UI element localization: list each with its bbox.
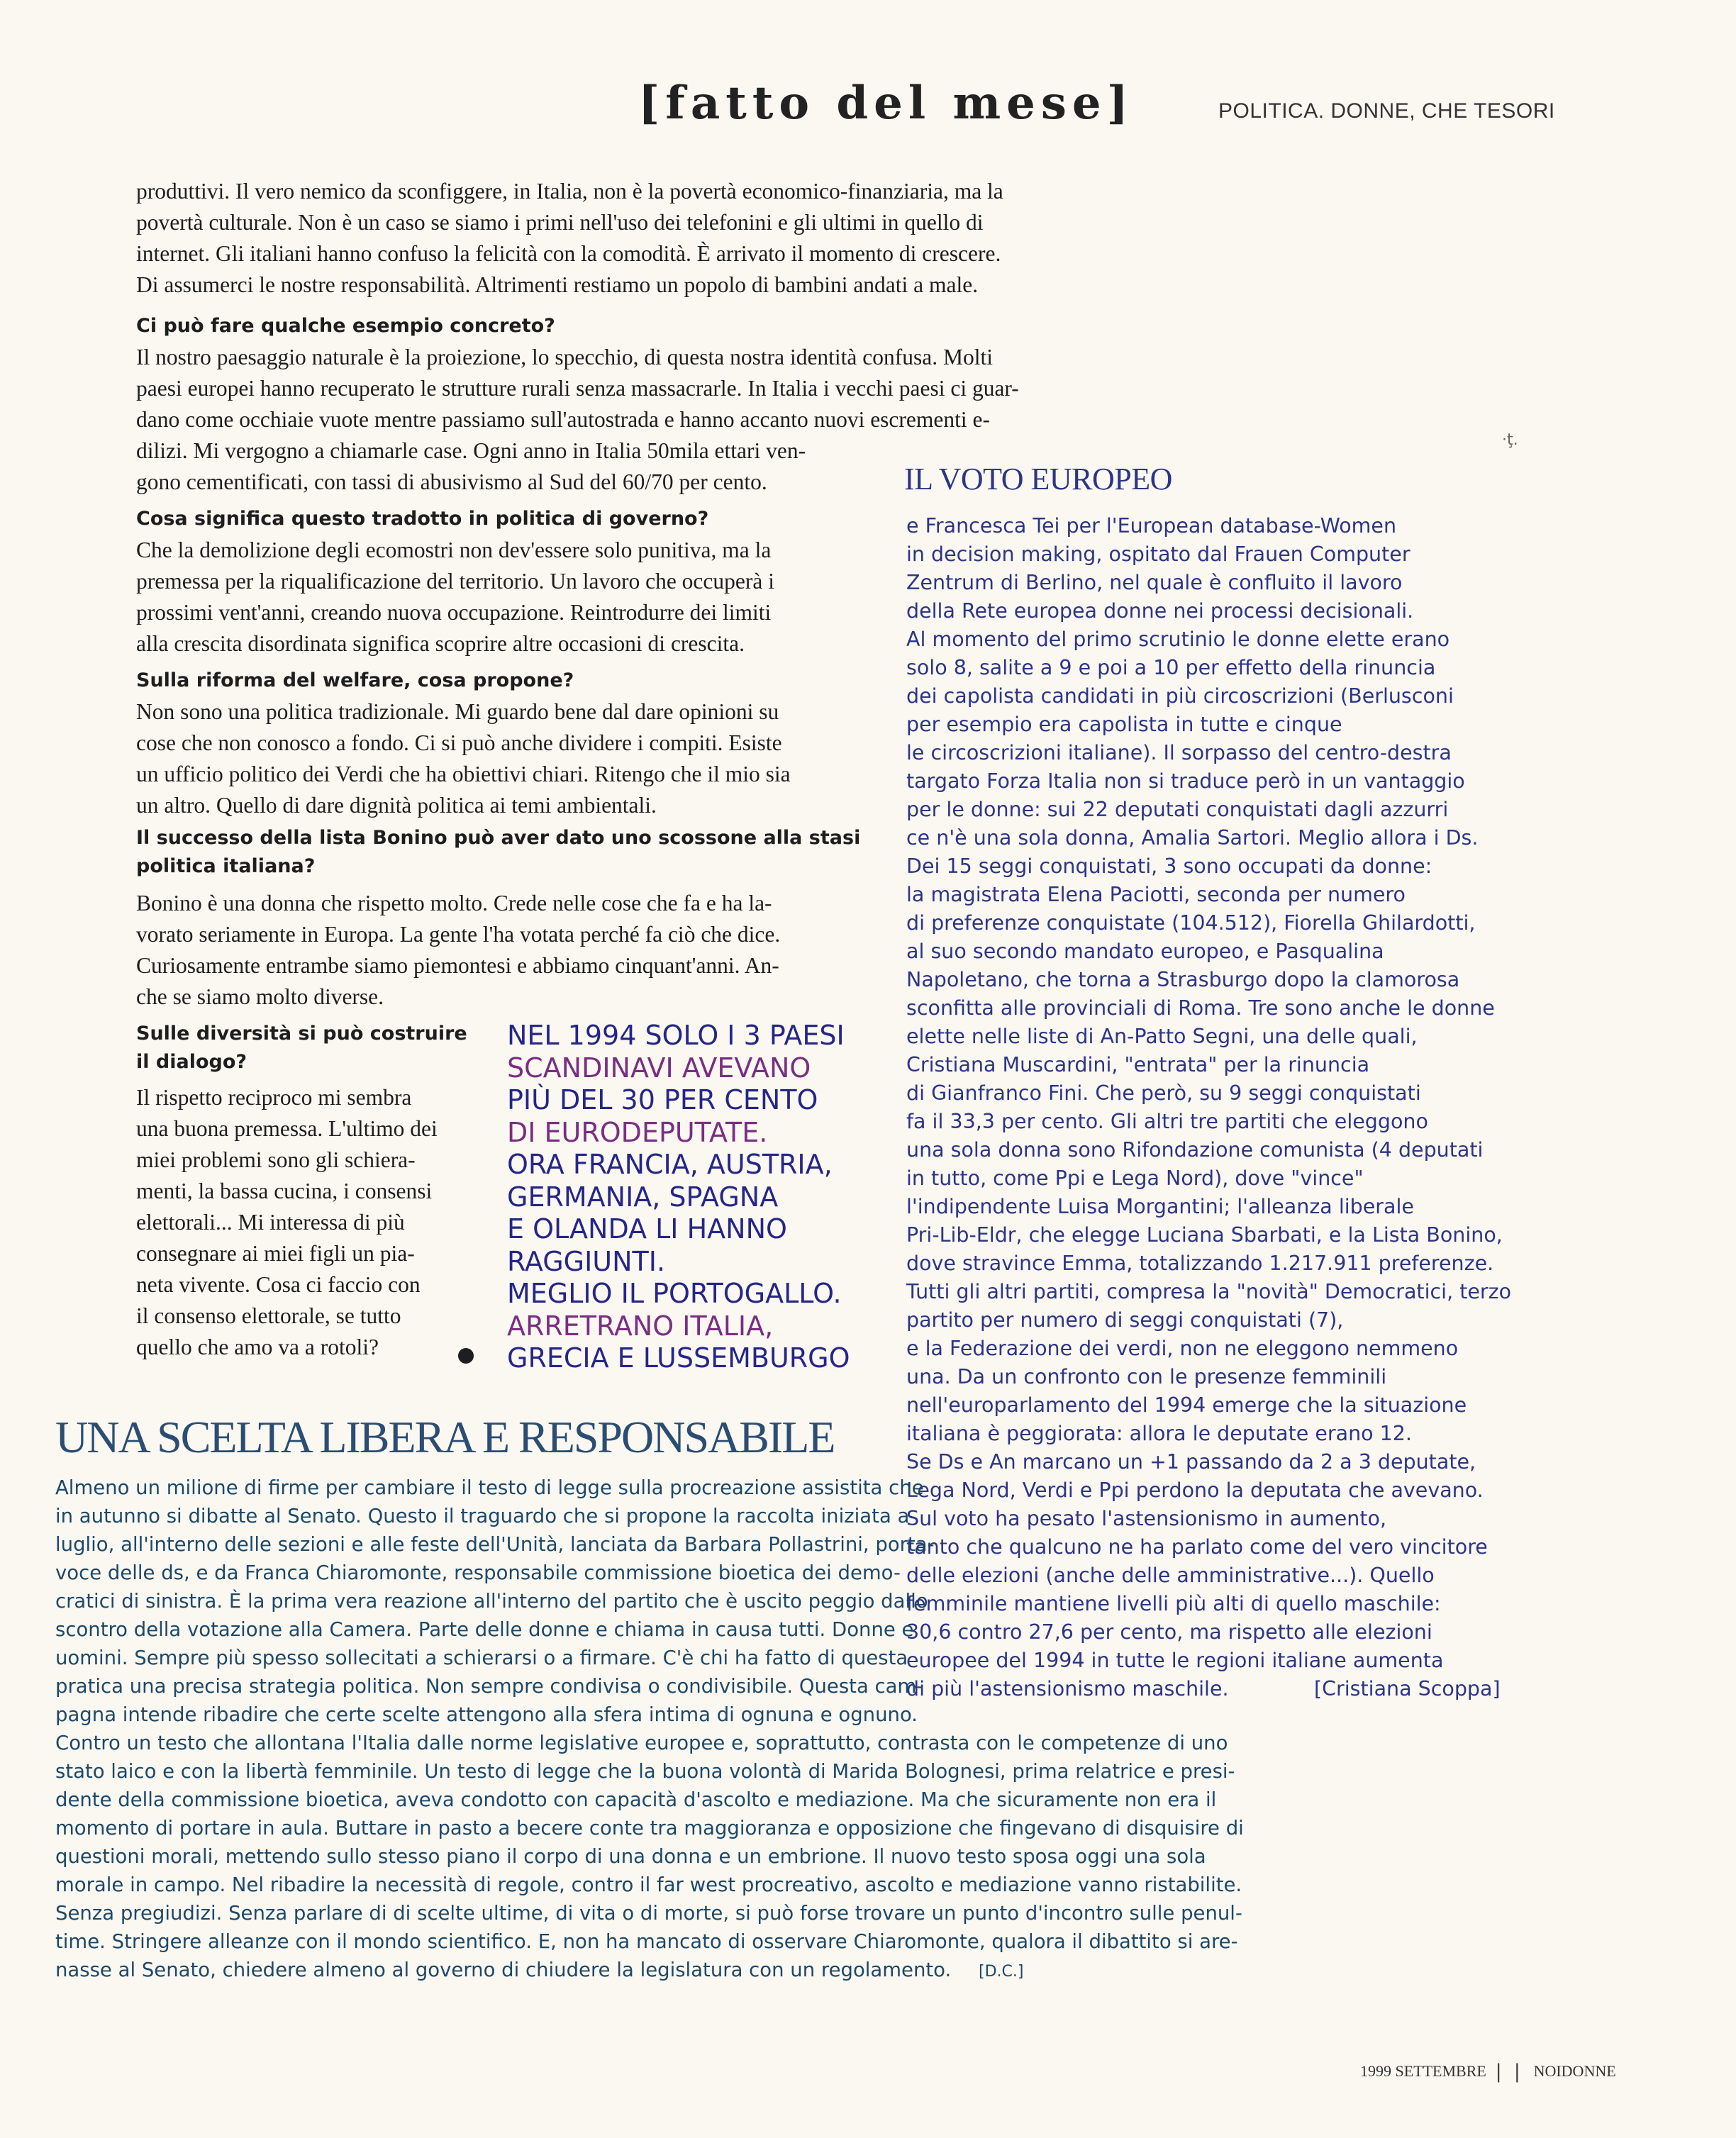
text-line: scontro della votazione alla Camera. Parte delle donne e chiama in causa tutti. Donne e	[55, 1618, 914, 1641]
text-line: dei capolista candidati in più circoscrizioni (Berlusconi	[906, 684, 1454, 708]
pull-quote-line: NEL 1994 SOLO I 3 PAESI	[507, 1020, 845, 1051]
text-line: un ufficio politico dei Verdi che ha obiettivi chiari. Ritengo che il mio sia	[136, 762, 791, 786]
text-line: voce delle ds, e da Franca Chiaromonte, responsabile commissione bioetica dei demo-	[55, 1561, 901, 1584]
pull-quote-line: GRECIA E LUSSEMBURGO	[507, 1342, 850, 1374]
end-bullet-icon	[458, 1348, 474, 1364]
question-1: Ci può fare qualche esempio concreto?	[136, 315, 555, 337]
text-line: nell'europarlamento del 1994 emerge che la situazione	[906, 1393, 1467, 1417]
text-line: una buona premessa. L'ultimo dei	[136, 1116, 438, 1141]
pull-quote-line: PIÙ DEL 30 PER CENTO	[507, 1084, 818, 1115]
text-line: cose che non conosco a fondo. Ci si può anche dividere i compiti. Esiste	[136, 730, 782, 755]
pull-quote-line: DI EURODEPUTATE.	[507, 1116, 768, 1148]
text-line: e la Federazione dei verdi, non ne eleggono nemmeno	[906, 1337, 1459, 1360]
text-line: la magistrata Elena Paciotti, seconda per numero	[906, 883, 1406, 906]
text-line: momento di portare in aula. Buttare in pasto a becere conte tra maggioranza e opposizione che fingevano di disquisire di	[55, 1817, 1244, 1839]
text-line: delle elezioni (anche delle amministrative...). Quello	[906, 1564, 1435, 1587]
text-line: in autunno si dibatte al Senato. Questo il traguardo che si propone la raccolta iniziata a	[55, 1505, 910, 1527]
text-line: al suo secondo mandato europeo, e Pasqualina	[906, 940, 1384, 963]
text-line: premessa per la riqualificazione del territorio. Un lavoro che occuperà i	[136, 569, 774, 594]
text-line: in decision making, ospitato dal Frauen Computer	[906, 542, 1410, 566]
text-line: alla crescita disordinata significa scoprire altre occasioni di crescita.	[136, 631, 745, 656]
text-line: Napoletano, che torna a Strasburgo dopo la clamorosa	[906, 968, 1460, 991]
text-line: Cristiana Muscardini, "entrata" per la rinuncia	[906, 1053, 1370, 1076]
text-line: Di assumerci le nostre responsabilità. Altrimenti restiamo un popolo di bambini andati a male.	[136, 272, 979, 297]
text-line: Pri-Lib-Eldr, che elegge Luciana Sbarbati, e la Lista Bonino,	[906, 1223, 1503, 1247]
footer-magazine: NOIDONNE	[1533, 2062, 1616, 2080]
text-line: Al momento del primo scrutinio le donne elette erano	[906, 628, 1450, 651]
text-line: time. Stringere alleanze con il mondo scientifico. E, non ha mancato di osservare Chiaromonte, qualora il dibattito si are-	[55, 1930, 1238, 1953]
text-line: Senza pregiudizi. Senza parlare di di scelte ultime, di vita o di morte, si può forse trovare un punto d'incontro sulle penul-	[55, 1902, 1242, 1925]
sidebar-title: IL VOTO EUROPEO	[904, 462, 1172, 496]
text-line: paesi europei hanno recuperato le strutture rurali senza massacrarle. In Italia i vecchi paesi ci guar-	[136, 376, 1019, 401]
text-line: dente della commissione bioetica, aveva condotto con capacità d'ascolto e mediazione. Ma che sicuramente non era il	[55, 1788, 1217, 1811]
question-2: Cosa significa questo tradotto in politica di governo?	[136, 508, 709, 530]
answer-5	[136, 1082, 505, 1363]
text-line: cratici di sinistra. È la prima vera reazione all'interno del partito che è uscito peggio dallo	[55, 1590, 928, 1613]
text-line: politica italiana?	[136, 855, 316, 877]
pull-quote	[507, 1020, 876, 1375]
text-line: Il rispetto reciproco mi sembra	[136, 1085, 412, 1110]
question-5	[136, 1020, 505, 1076]
text-line: neta vivente. Cosa ci faccio con	[136, 1272, 421, 1297]
text-line: Se Ds e An marcano un +1 passando da 2 a 3 deputate,	[906, 1450, 1476, 1474]
text-line: Curiosamente entrambe siamo piemontesi e abbiamo cinquant'anni. An-	[136, 953, 779, 978]
text-line: ce n'è una sola donna, Amalia Sartori. Meglio allora i Ds.	[906, 826, 1479, 850]
text-line: Che la demolizione degli ecomostri non dev'essere solo punitiva, ma la	[136, 538, 772, 562]
text-line: e Francesca Tei per l'European database-Women	[906, 514, 1397, 538]
pull-quote-line: RAGGIUNTI.	[507, 1245, 666, 1277]
text-line: Sul voto ha pesato l'astensionismo in aumento,	[906, 1507, 1387, 1530]
text-line: partito per numero di seggi conquistati (7),	[906, 1308, 1344, 1332]
footer-date: 1999 SETTEMBRE	[1360, 2062, 1486, 2080]
text-line: fa il 33,3 per cento. Gli altri tre partiti che eleggono	[906, 1110, 1428, 1133]
text-line: sconfitta alle provinciali di Roma. Tre sono anche le donne	[906, 996, 1495, 1020]
pull-quote-line: ORA FRANCIA, AUSTRIA,	[507, 1149, 833, 1180]
text-line: nasse al Senato, chiedere almeno al governo di chiudere la legislatura con un regolamento.	[55, 1959, 952, 1981]
text-line: europee del 1994 in tutte le regioni italiane aumenta	[906, 1649, 1444, 1672]
text-line: Il successo della lista Bonino può aver dato uno scossone alla stasi	[136, 827, 861, 849]
text-line: tanto che qualcuno ne ha parlato come del vero vincitore	[906, 1535, 1488, 1559]
text-line: Almeno un milione di firme per cambiare il testo di legge sulla procreazione assistita che	[55, 1476, 924, 1499]
text-line: produttivi. Il vero nemico da sconfiggere, in Italia, non è la povertà economico-finanziaria, ma la	[136, 179, 1003, 204]
text-line: l'indipendente Luisa Morgantini; l'alleanza liberale	[906, 1195, 1414, 1218]
text-line: uomini. Sempre più spesso sollecitati a schierarsi o a firmare. C'è chi ha fatto di questa	[55, 1647, 908, 1669]
text-line: povertà culturale. Non è un caso se siamo i primi nell'uso dei telefonini e gli ultimi in quello di	[136, 210, 984, 235]
text-line: femminile mantiene livelli più alti di quello maschile:	[906, 1592, 1441, 1615]
text-line: il consenso elettorale, se tutto	[136, 1303, 401, 1328]
text-line: morale in campo. Nel ribadire la necessità di regole, contro il far west procreativo, ascolto e mediazione vanno ristabilite.	[55, 1873, 1242, 1896]
text-line: di Gianfranco Fini. Che però, su 9 seggi conquistati	[906, 1081, 1421, 1105]
text-line: Sulle diversità si può costruire	[136, 1023, 467, 1045]
bottom-article-title: UNA SCELTA LIBERA E RESPONSABILE	[55, 1412, 835, 1462]
text-line: targato Forza Italia non si traduce però in un vantaggio	[906, 769, 1465, 793]
text-line: consegnare ai miei figli un pia-	[136, 1241, 415, 1266]
text-line: pagna intende ribadire che certe scelte attengono alla sfera intima di ognuna e ognuno.	[55, 1703, 918, 1726]
pull-quote-line: E OLANDA LI HANNO	[507, 1213, 787, 1245]
text-line: quello che amo va a rotoli?	[136, 1335, 379, 1359]
page-footer	[1360, 2059, 1616, 2083]
sidebar-author: [Cristiana Scoppa]	[1314, 1677, 1501, 1700]
pull-quote-line: MEGLIO IL PORTOGALLO.	[507, 1278, 842, 1309]
text-line: di preferenze conquistate (104.512), Fiorella Ghilardotti,	[906, 911, 1476, 935]
pull-quote-line: ARRETRANO ITALIA,	[507, 1310, 774, 1342]
question-3: Sulla riforma del welfare, cosa propone?	[136, 669, 574, 691]
text-line: luglio, all'interno delle sezioni e alle feste dell'Unità, lanciata da Barbara Pollastrini, porta-	[55, 1533, 935, 1556]
section-label: POLITICA. DONNE, CHE TESORI	[1218, 99, 1555, 123]
text-line: una sola donna sono Rifondazione comunista (4 deputati	[906, 1138, 1484, 1162]
text-line: di più l'astensionismo maschile.	[906, 1677, 1229, 1700]
text-line: Bonino è una donna che rispetto molto. Crede nelle cose che fa e ha la-	[136, 891, 772, 915]
text-line: Tutti gli altri partiti, compresa la "novità" Democratici, terzo	[906, 1280, 1512, 1303]
text-line: che se siamo molto diverse.	[136, 984, 384, 1009]
footer-separator: | |	[1496, 2059, 1524, 2083]
text-line: per esempio era capolista in tutte e cinque	[906, 713, 1342, 736]
text-line: prossimi vent'anni, creando nuova occupazione. Reintrodurre dei limiti	[136, 600, 772, 625]
text-line: menti, la bassa cucina, i consensi	[136, 1179, 433, 1203]
text-line: miei problemi sono gli schiera-	[136, 1147, 416, 1172]
interview-intro	[136, 176, 1129, 301]
text-line: solo 8, salite a 9 e poi a 10 per effetto della rinuncia	[906, 656, 1436, 679]
text-line: per le donne: sui 22 deputati conquistati dagli azzurri	[906, 798, 1449, 821]
text-line: Contro un testo che allontana l'Italia dalle norme legislative europee e, soprattutto, contrasta con le competenze di uno	[55, 1732, 1228, 1754]
text-line: in tutto, come Ppi e Lega Nord), dove "vince"	[906, 1167, 1364, 1190]
page-title: [fatto del mese]	[638, 77, 1134, 130]
text-line: vorato seriamente in Europa. La gente l'ha votata perché fa ciò che dice.	[136, 922, 781, 947]
bottom-article-signature: [D.C.]	[979, 1963, 1024, 1981]
text-line: gono cementificati, con tassi di abusivismo al Sud del 60/70 per cento.	[136, 469, 767, 494]
text-line: pratica una precisa strategia politica. Non sempre condivisa o condivisibile. Questa cam-	[55, 1675, 924, 1698]
text-line: Zentrum di Berlino, nel quale è confluito il lavoro	[906, 571, 1403, 594]
text-line: questioni morali, mettendo sullo stesso piano il corpo di una donna e un embrione. Il nuovo testo sposa oggi una sola	[55, 1845, 1206, 1868]
text-line: Lega Nord, Verdi e Ppi perdono la deputata che avevano.	[906, 1479, 1484, 1502]
text-line: internet. Gli italiani hanno confuso la felicità con la comodità. È arrivato il momento di crescere.	[136, 241, 1001, 266]
text-line: Il nostro paesaggio naturale è la proiezione, lo specchio, di questa nostra identità confusa. Molti	[136, 345, 994, 369]
text-line: una. Da un confronto con le presenze femminili	[906, 1365, 1387, 1388]
text-line: dano come occhiaie vuote mentre passiamo sull'autostrada e hanno accanto nuovi escrementi e-	[136, 407, 990, 432]
text-line: della Rete europea donne nei processi decisionali.	[906, 599, 1414, 623]
pull-quote-line: GERMANIA, SPAGNA	[507, 1181, 779, 1213]
text-line: le circoscrizioni italiane). Il sorpasso del centro-destra	[906, 741, 1452, 764]
text-line: dove stravince Emma, totalizzando 1.217.911 preferenze.	[906, 1252, 1494, 1275]
pull-quote-line: SCANDINAVI AVEVANO	[507, 1052, 811, 1084]
text-line: Non sono una politica tradizionale. Mi guardo bene dal dare opinioni su	[136, 699, 779, 724]
stray-mark: ·ţ.	[1502, 431, 1518, 449]
text-line: elette nelle liste di An-Patto Segni, una delle quali,	[906, 1025, 1418, 1048]
text-line: stato laico e con la libertà femminile. Un testo di legge che la buona volontà di Marida Bolognesi, prima relatrice e presi-	[55, 1760, 1235, 1783]
text-line: italiana è peggiorata: allora le deputate erano 12.	[906, 1422, 1412, 1445]
text-line: elettorali... Mi interessa di più	[136, 1210, 405, 1235]
last-line-row	[55, 1956, 1190, 1986]
text-line: 30,6 contro 27,6 per cento, ma rispetto alle elezioni	[906, 1620, 1432, 1644]
text-line: dilizi. Mi vergogno a chiamarle case. Ogni anno in Italia 50mila ettari ven-	[136, 438, 806, 463]
text-line: il dialogo?	[136, 1051, 247, 1073]
text-line: Dei 15 seggi conquistati, 3 sono occupati da donne:	[906, 854, 1432, 878]
text-line: un altro. Quello di dare dignità politica ai temi ambientali.	[136, 793, 657, 818]
